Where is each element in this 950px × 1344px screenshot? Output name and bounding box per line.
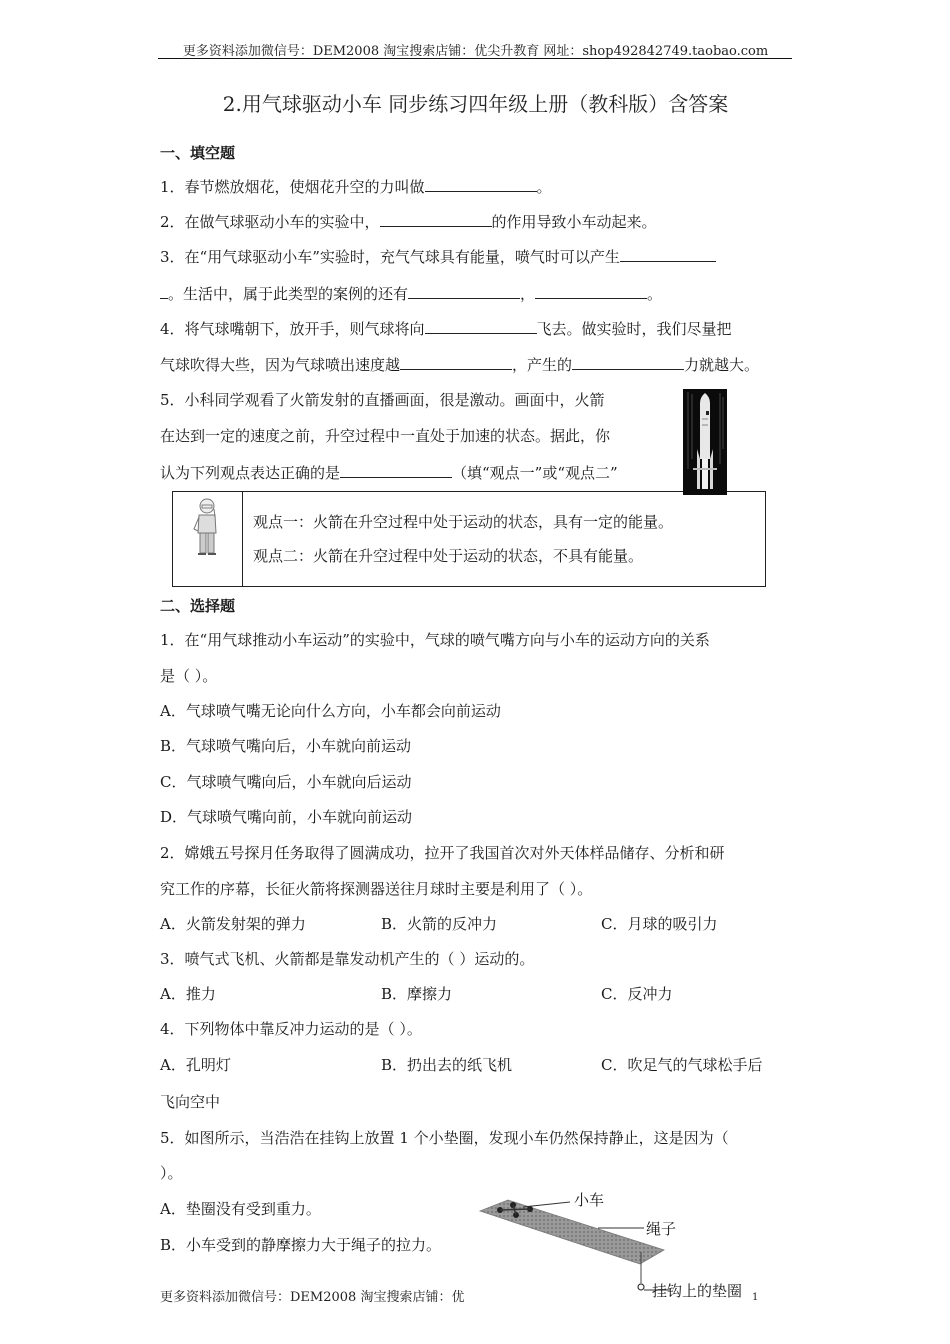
answer-blank[interactable] <box>535 283 647 299</box>
answer-blank[interactable] <box>425 318 537 334</box>
fill-question-2 <box>160 211 657 232</box>
page-number: 1 <box>752 1292 759 1303</box>
fill-question-3-line-2 <box>160 283 662 304</box>
fill-question-1 <box>160 176 552 197</box>
viewpoint-box-divider <box>242 491 243 587</box>
fill-question-4-line-2 <box>160 354 759 375</box>
figure-label-washer: 挂钩上的垫圈 <box>652 1282 743 1300</box>
choice-3-option-a[interactable]: A．推力 <box>160 985 216 1003</box>
choice-3-option-b[interactable]: B．摩擦力 <box>381 985 453 1003</box>
choice-5-option-b[interactable]: B．小车受到的静摩擦力大于绳子的拉力。 <box>160 1236 442 1254</box>
viewpoint-box <box>172 491 766 587</box>
answer-blank[interactable] <box>380 211 492 227</box>
question-text: 飞去。做实验时，我们尽量把 <box>536 320 732 338</box>
choice-question-1-line-1: 1．在“用气球推动小车运动”的实验中，气球的喷气嘴方向与小车的运动方向的关系 <box>160 631 710 649</box>
fill-question-4-line-1 <box>160 318 732 339</box>
choice-5-option-a[interactable]: A．垫圈没有受到重力。 <box>160 1200 321 1218</box>
choice-2-option-b[interactable]: B．火箭的反冲力 <box>381 915 498 933</box>
figure-label-car: 小车 <box>574 1191 605 1209</box>
answer-blank-continued[interactable] <box>160 283 168 299</box>
fill-question-3-line-1 <box>160 246 716 267</box>
header-divider <box>158 58 792 59</box>
car-experiment-figure <box>478 1191 743 1308</box>
choice-question-1-line-2: 是（ ）。 <box>160 667 218 685</box>
answer-blank[interactable] <box>572 354 684 370</box>
choice-question-5-line-2: ）。 <box>160 1164 183 1182</box>
question-text: 。 <box>536 178 552 196</box>
answer-blank[interactable] <box>620 246 716 262</box>
choice-4-option-a[interactable]: A．孔明灯 <box>160 1056 231 1074</box>
choice-1-option-c[interactable]: C．气球喷气嘴向后，小车就向后运动 <box>160 773 412 791</box>
question-text: 。生活中，属于此类型的案例的还有 <box>168 285 409 303</box>
answer-blank[interactable] <box>400 354 512 370</box>
fill-question-5-line-2: 在达到一定的速度之前，升空过程中一直处于加速的状态。据此，你 <box>160 427 611 445</box>
fill-question-5-line-1: 5．小科同学观看了火箭发射的直播画面，很是激动。画面中，火箭 <box>160 391 605 409</box>
choice-1-option-d[interactable]: D．气球喷气嘴向前，小车就向前运动 <box>160 808 413 826</box>
page-footer: 更多资料添加微信号：DEM2008 淘宝搜索店铺：优 <box>160 1290 465 1305</box>
choice-1-option-a[interactable]: A．气球喷气嘴无论向什么方向，小车都会向前运动 <box>160 702 501 720</box>
choice-3-option-c[interactable]: C．反冲力 <box>601 985 673 1003</box>
student-figure-icon <box>190 497 224 557</box>
choice-2-option-a[interactable]: A．火箭发射架的弹力 <box>160 915 306 933</box>
viewpoint-one: 观点一：火箭在升空过程中处于运动的状态，具有一定的能量。 <box>253 513 674 531</box>
answer-blank[interactable] <box>340 462 452 478</box>
question-text: 认为下列观点表达正确的是 <box>160 464 341 482</box>
question-text: 。 <box>647 285 663 303</box>
choice-question-5-line-1: 5．如图所示，当浩浩在挂钩上放置 1 个小垫圈，发现小车仍然保持静止，这是因为（ <box>160 1129 729 1147</box>
choice-4-option-c-wrap: 飞向空中 <box>160 1093 221 1111</box>
choice-question-3: 3．喷气式飞机、火箭都是靠发动机产生的（ ）运动的。 <box>160 950 535 968</box>
rocket-launch-photo <box>683 389 727 495</box>
document-title: 2.用气球驱动小车 同步练习四年级上册（教科版）含答案 <box>222 92 729 116</box>
question-text: ， <box>520 285 536 303</box>
question-text: 力就越大。 <box>684 356 760 374</box>
choice-question-4: 4．下列物体中靠反冲力运动的是（ ）。 <box>160 1020 422 1038</box>
section-heading-multiple-choice: 二、选择题 <box>160 597 236 615</box>
question-text: ，产生的 <box>512 356 573 374</box>
choice-4-option-b[interactable]: B．扔出去的纸飞机 <box>381 1056 513 1074</box>
answer-blank[interactable] <box>408 283 520 299</box>
question-text: 的作用导致小车动起来。 <box>491 213 657 231</box>
question-text: （填“观点一”或“观点二” <box>452 464 618 482</box>
choice-2-option-c[interactable]: C．月球的吸引力 <box>601 915 718 933</box>
figure-label-rope: 绳子 <box>646 1220 677 1238</box>
answer-blank[interactable] <box>425 176 537 192</box>
choice-4-option-c[interactable]: C．吹足气的气球松手后 <box>601 1056 763 1074</box>
page-header: 更多资料添加微信号：DEM2008 淘宝搜索店铺：优尖升教育 网址：shop492842749.taobao.com <box>182 44 769 59</box>
viewpoint-two: 观点二：火箭在升空过程中处于运动的状态，不具有能量。 <box>253 547 644 565</box>
choice-1-option-b[interactable]: B．气球喷气嘴向后，小车就向前运动 <box>160 737 412 755</box>
fill-question-5-line-3 <box>160 462 618 483</box>
question-text: 1．春节燃放烟花，使烟花升空的力叫做 <box>160 178 425 196</box>
question-text: 3．在“用气球驱动小车”实验时，充气气球具有能量，喷气时可以产生 <box>160 248 620 266</box>
question-text: 气球吹得大些，因为气球喷出速度越 <box>160 356 401 374</box>
choice-question-2-line-1: 2．嫦娥五号探月任务取得了圆满成功，拉开了我国首次对外天体样品储存、分析和研 <box>160 844 725 862</box>
question-text: 4．将气球嘴朝下，放开手，则气球将向 <box>160 320 425 338</box>
question-text: 2．在做气球驱动小车的实验中， <box>160 213 380 231</box>
section-heading-fill-blank: 一、填空题 <box>160 144 236 162</box>
choice-question-2-line-2: 究工作的序幕，长征火箭将探测器送往月球时主要是利用了（ ）。 <box>160 880 593 898</box>
